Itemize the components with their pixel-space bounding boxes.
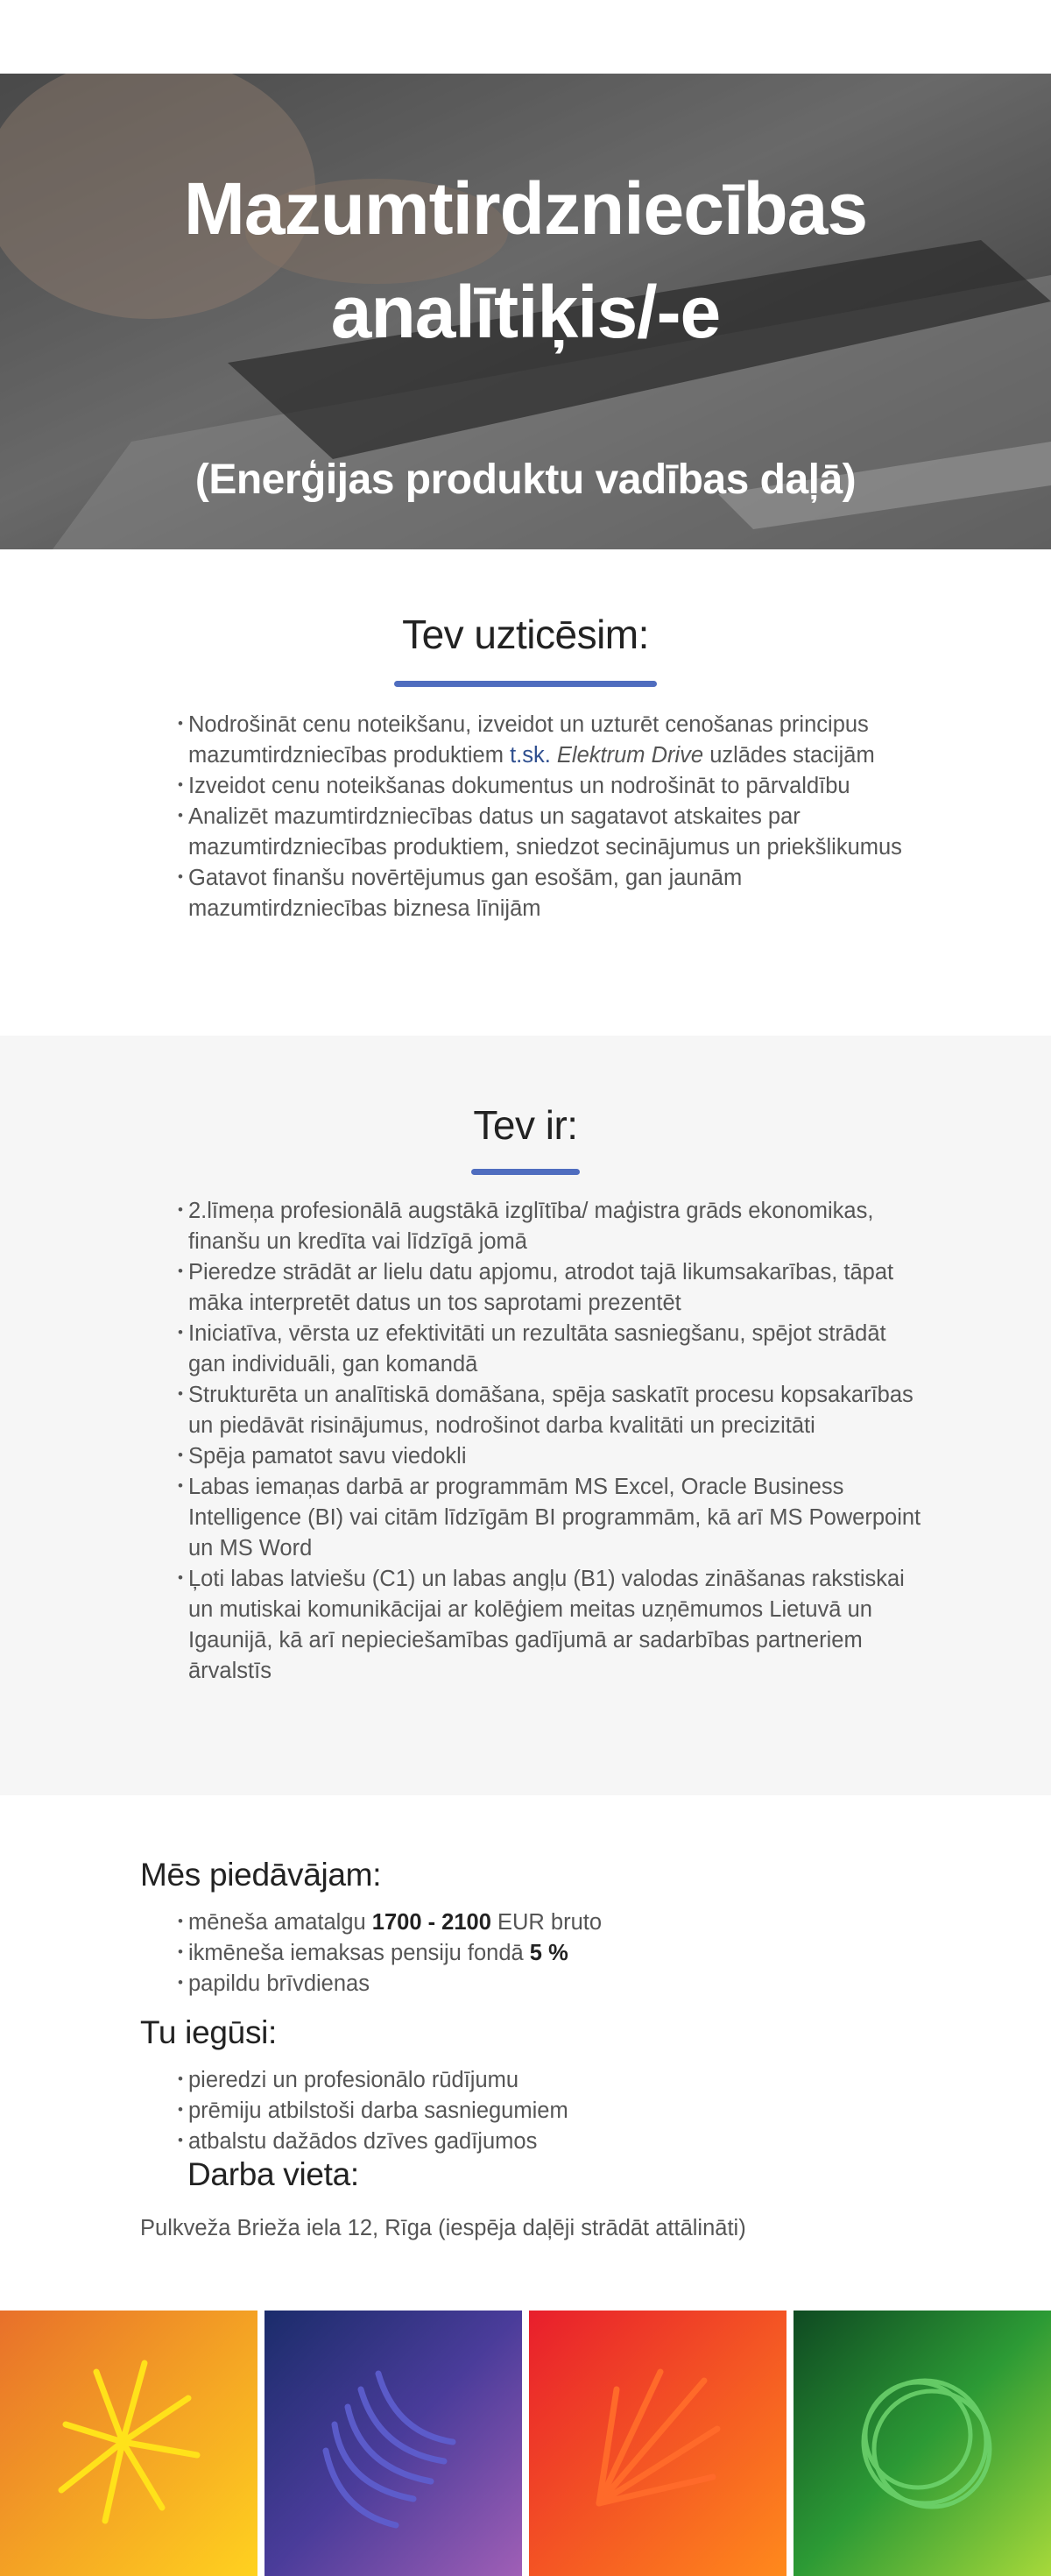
list-item: • pieredzi un profesionālo rūdījumu <box>180 2065 880 2096</box>
pension-value: 5 % <box>529 1941 568 1965</box>
list-item: • mēneša amatalgu 1700 - 2100 EUR bruto <box>180 1907 880 1938</box>
tile-purple <box>265 2311 522 2576</box>
gain-heading: Tu iegūsi: <box>140 2014 278 2050</box>
list-item: • Izveidot cenu noteikšanas dokumentus un nodrošināt to pārvaldību <box>180 771 915 802</box>
list-item: • Nodrošināt cenu noteikšanu, izveidot un uzturēt cenošanas principus mazumtirdzniecības produktiem t.sk. Elektrum Drive uzlādes stacijām <box>180 710 915 771</box>
job-title-line-2: analītiķis/-e <box>330 271 721 353</box>
tile-orange <box>0 2311 257 2576</box>
heading-underline <box>394 681 657 687</box>
work-address: Pulkveža Brieža iela 12, Rīga (iespēja daļēji strādāt attālināti) <box>140 2216 746 2240</box>
list-item: • Labas iemaņas darbā ar programmām MS Excel, Oracle Business Intelligence (BI) vai citām līdzīgām BI programmām, kā arī MS Powerpoint un MS Word <box>180 1472 924 1564</box>
list-item: • atbalstu dažādos dzīves gadījumos <box>180 2127 880 2157</box>
list-item: • Ļoti labas latviešu (C1) un labas angļu (B1) valodas zināšanas rakstiskai un mutiskai komunikācijai ar kolēģiem meitas uzņēmumos Lietuvā un Igaunijā, kā arī nepieciešamības gadījumā ar sadarbības partneriem ārvalstīs <box>180 1564 924 1687</box>
responsibilities-section <box>0 549 1051 1036</box>
responsibilities-list <box>180 710 915 924</box>
circles-icon <box>794 2311 1051 2576</box>
department-subtitle: (Enerģijas produktu vadības daļā) <box>194 456 857 503</box>
requirements-section <box>0 1036 1051 1795</box>
list-item: • papildu brīvdienas <box>180 1969 880 1999</box>
offer-section <box>0 1795 1051 2311</box>
list-item: • prēmiju atbilstoši darba sasniegumiem <box>180 2096 880 2127</box>
list-item: • Strukturēta un analītiskā domāšana, spēja saskatīt procesu kopsakarības un piedāvāt risinājumus, nodrošinot darba kvalitāti un precizitāti <box>180 1380 924 1441</box>
list-item: • Pieredze strādāt ar lielu datu apjomu, atrodot tajā likumsakarības, tāpat māka interpretēt datus un tos saprotami prezentēt <box>180 1257 924 1319</box>
list-item: • Spēja pamatot savu viedokli <box>180 1441 924 1472</box>
tsk-link[interactable]: t.sk. <box>510 743 551 768</box>
responsibilities-heading: Tev uzticēsim: <box>402 612 649 657</box>
job-title <box>0 157 1051 364</box>
salary-value: 1700 - 2100 <box>371 1910 491 1935</box>
requirements-list <box>180 1196 924 1687</box>
tile-red <box>529 2311 786 2576</box>
list-item: • Gatavot finanšu novērtējumus gan esošām, gan jaunām mazumtirdzniecības biznesa līnijām <box>180 863 915 924</box>
list-item: • ikmēneša iemaksas pensiju fondā 5 % <box>180 1938 880 1969</box>
gain-list <box>180 2065 880 2157</box>
list-item: • Analizēt mazumtirdzniecības datus un sagatavot atskaites par mazumtirdzniecības produktiem, sniedzot secinājumus un priekšlikumus <box>180 802 915 863</box>
requirements-heading: Tev ir: <box>473 1102 578 1148</box>
rays-icon <box>529 2311 786 2576</box>
offer-heading: Mēs piedāvājam: <box>140 1857 382 1893</box>
job-title-line-1: Mazumtirdzniecības <box>183 167 868 250</box>
heading-underline <box>471 1169 580 1175</box>
offer-list <box>180 1907 880 1999</box>
list-item: • 2.līmeņa profesionālā augstākā izglītība/ maģistra grāds ekonomikas, finanšu un kredīta vai līdzīgā jomā <box>180 1196 924 1257</box>
location-heading: Darba vieta: <box>187 2156 359 2192</box>
brand-tiles <box>0 2311 1051 2576</box>
list-item: • Iniciatīva, vērsta uz efektivitāti un rezultāta sasniegšanu, spējot strādāt gan individuāli, gan komandā <box>180 1319 924 1380</box>
sunburst-icon <box>0 2311 257 2576</box>
hero-banner <box>0 74 1051 549</box>
tile-green <box>794 2311 1051 2576</box>
waves-icon <box>265 2311 522 2576</box>
